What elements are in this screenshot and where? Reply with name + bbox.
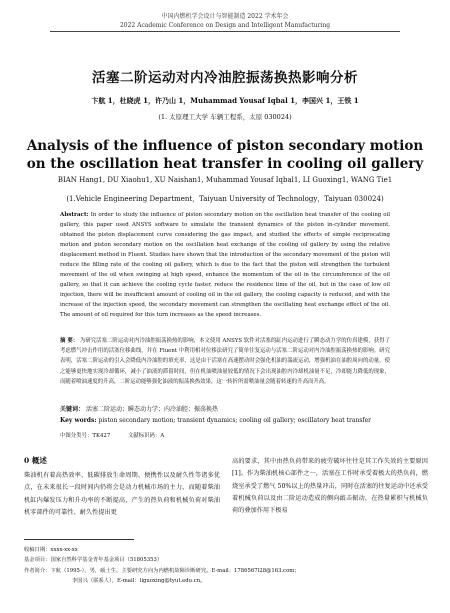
authors-en: BIAN Hang1, DU Xiaohu1, XU Naishan1, Muhammad Yousaf Iqbal1, LI Guoxing1, WANG Tie1 (57, 176, 393, 184)
keywords-en (60, 417, 390, 424)
document-code: 文献标识码：A (127, 433, 165, 439)
authors-cn: 卞航 1，杜晓虎 1，许乃山 1，Muhammad Yousaf Iqbal 1，李国兴 1，王铁 1 (91, 96, 359, 105)
footnote-rule (24, 539, 134, 540)
header-rule (50, 31, 400, 32)
body-left-column: 柴油机有着高热效率、低碳排放生命周期、便携性以及耐久性等诸多优点，在未来很长一段时间内仍将会是动力机械市场的主力，而随着柴油机缸内爆发压力和升功率的不断提高，产生的热负荷和机械负荷对柴油机零部件的可靠性、耐久性提出更 (24, 472, 220, 516)
title-cn: 活塞二阶运动对内冷油腔振荡换热影响分析 (92, 70, 358, 86)
keywords-en-label: Key words: (60, 417, 97, 424)
keywords-cn-label: 关键词： (60, 406, 85, 413)
abstract-cn (60, 336, 390, 387)
abstract-en (60, 210, 390, 320)
keywords-cn-text: 活塞二阶运动；瞬态动力学；内冷油腔；振荡换热 (85, 406, 218, 413)
keywords-en-text: piston secondary motion; transient dynamics; cooling oil gallery; oscillatory heat transfer (98, 417, 372, 424)
footnote-contact: 李国兴（联系人），E-mail：liguoxing@tyut.edu.cn。 (72, 578, 206, 585)
body-right-column: 高的要求，其中由热负荷带来的疲劳破坏往往是其工作失效的主要原因[1]。作为柴油机核心部件之一，活塞在工作时承受着极大的热负荷，燃烧室承受了燃气 50%以上的热量冲击，同时在活塞的往复运动中还承受着机械负荷以及由二阶运动造成的侧向敲击振动，在热量累积与机械负荷的叠加作用下极易 (232, 458, 428, 515)
classification-line (60, 431, 390, 439)
title-en-line2: on the oscillation heat transfer in cooling oil gallery (26, 156, 424, 172)
abstract-en-label: Abstract: (60, 212, 89, 218)
abstract-cn-text: 为研究活塞二阶运动对内冷油腔振荡换热的影响，本文使用 ANSYS 软件对活塞的缸内运动进行了瞬态动力学的仿真建模，获得了考虑燃气冲击作用的活塞位移曲线，并在 Fluent 中利用相对位移法研究了简单往复运动与活塞二阶运动对内冷油腔振荡换热的影响。研究表明，活塞二阶运动的引入会降低内冷油腔的填充率，这是由于活塞在高速摆动时会强化机油的湍流运动，增强机油在油腔周向的动量，使之能够更快地实现冷却循环，减小了油液的滞留时间，但在机油喷油量较低的情况下会出现油腔内冷却机油量不足，冷却能力降低的现象，而随着喷油速度的升高，二阶运动能够强化油液的振荡换热效果，这一转折所需喷油量会随着转速的升高而升高。 (60, 338, 390, 385)
clc-number: 中图分类号：TK427 (60, 433, 111, 439)
keywords-cn (60, 404, 390, 413)
conference-header-cn: 中国内燃机学会设计与智能制造 2022 学术年会 (161, 13, 289, 20)
affiliation-en: (1.Vehicle Engineering Department，Taiyuan University of Technology，Taiyuan 030024) (66, 195, 384, 203)
footnote-received: 收稿日期：xxxx-xx-xx (24, 547, 78, 553)
abstract-cn-label: 摘 要： (60, 338, 79, 344)
abstract-en-text: In order to study the influence of piston secondary motion on the oscillation heat transfer of the cooling oil gallery, this paper used ANSYS software to simulate the transient dynamics of the piston in-cylinder movement, obtained the piston displacement curve considering the gas impact, and studied the effects of simple reciprocating motion and piston secondary motion on the oscillation heat exchange of the cooling oil gallery by using the relative displacement method in Fluent. Studies have shown that the introduction of the secondary movement of the piston will reduce the filling rate of the cooling oil gallery, which is due to the fact that the piston will strengthen the turbulent movement of the oil when swinging at high speed, enhance the momentum of the oil in the circumference of the oil gallery, so that it can achieve the cooling cycle faster, reduce the residence time of the oil, but in the case of low oil injection, there will be insufficient amount of cooling oil in the oil gallery, the cooling capacity is reduced, and with the increase of the injection speed, the secondary movement can strengthen the oscillating heat exchange effect of the oil. The amount of oil required for this turn increases as the speed increases. (60, 212, 391, 318)
affiliation-cn: (1. 太原理工大学 车辆工程系，太原 030024) (158, 113, 292, 121)
footnote-fund: 基金项目：国家自然科学基金青年基金项目（51805353） (24, 557, 163, 564)
footnote-author: 作者简介：卞航（1995-），男，硕士生，主要研究方向为内燃机故障诊断研究。E-mail：1786567l28@163.com； (24, 567, 300, 574)
conference-header-en: 2022 Academic Conference on Design and Intelligent Manufacturing (119, 22, 331, 29)
conference-header (0, 12, 450, 30)
title-en (0, 137, 450, 173)
title-en-line1: Analysis of the influence of piston secondary motion (26, 138, 424, 154)
footnotes (24, 545, 424, 587)
section-heading: 0 概述 (24, 456, 47, 465)
